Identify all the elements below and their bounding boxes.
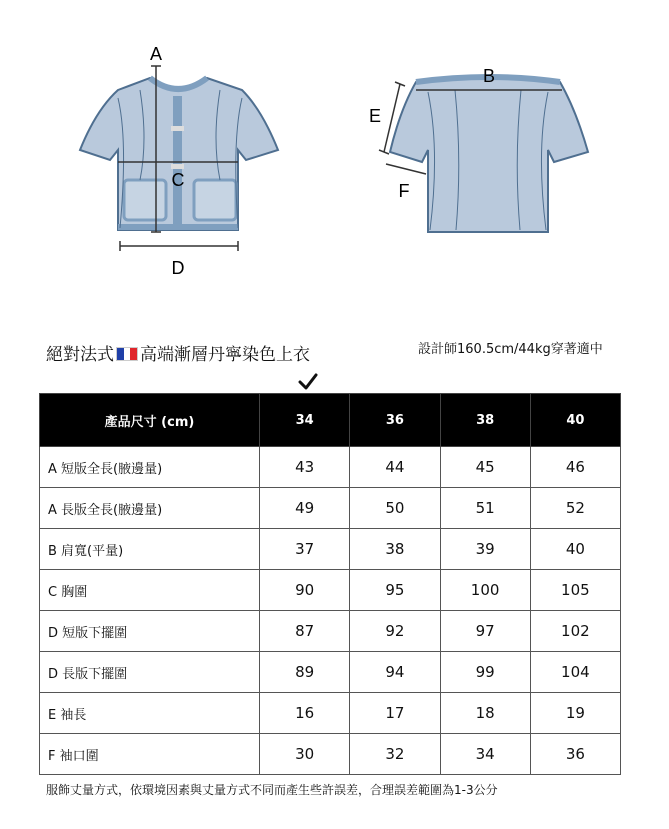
model-fit-note: 設計師160.5cm/44kg穿著適中	[418, 342, 603, 357]
row-label: D 短版下擺圍	[40, 611, 260, 652]
table-cell: 17	[350, 693, 440, 734]
size-chart-table	[39, 393, 621, 775]
table-cell: 34	[440, 734, 530, 775]
label-e: E	[368, 106, 382, 126]
measurement-footnote: 服飾丈量方式，依環境因素與丈量方式不同而產生些許誤差，合理誤差範圍為1-3公分	[46, 783, 498, 797]
table-cell: 19	[530, 693, 620, 734]
table-cell: 49	[260, 488, 350, 529]
product-title-prefix: 絕對法式	[46, 345, 114, 365]
table-cell: 100	[440, 570, 530, 611]
table-row	[40, 611, 621, 652]
header-cell: 34	[260, 394, 350, 447]
table-header-row	[40, 394, 621, 447]
table-cell: 36	[530, 734, 620, 775]
table-cell: 40	[530, 529, 620, 570]
header-cell: 40	[530, 394, 620, 447]
measure-line-f	[386, 164, 426, 174]
table-cell: 89	[260, 652, 350, 693]
table-row	[40, 529, 621, 570]
table-cell: 32	[350, 734, 440, 775]
table-cell: 94	[350, 652, 440, 693]
table-cell: 52	[530, 488, 620, 529]
table-cell: 90	[260, 570, 350, 611]
table-cell: 92	[350, 611, 440, 652]
table-cell: 87	[260, 611, 350, 652]
row-label: A 短版全長(腋邊量)	[40, 447, 260, 488]
measurement-diagram	[0, 0, 669, 300]
jacket-back-illustration	[390, 77, 588, 232]
table-row	[40, 652, 621, 693]
table-cell: 30	[260, 734, 350, 775]
product-title-suffix: 高端漸層丹寧染色上衣	[140, 345, 310, 365]
table-row	[40, 693, 621, 734]
table-cell: 16	[260, 693, 350, 734]
table-cell: 102	[530, 611, 620, 652]
label-b: B	[482, 66, 496, 86]
header-cell: 產品尺寸 (cm)	[40, 394, 260, 447]
table-cell: 45	[440, 447, 530, 488]
row-label: C 胸圍	[40, 570, 260, 611]
label-c: C	[171, 170, 185, 190]
row-label: A 長版全長(腋邊量)	[40, 488, 260, 529]
selected-size-checkmark-icon	[297, 372, 319, 392]
label-a: A	[149, 44, 163, 64]
table-row	[40, 447, 621, 488]
label-f: F	[398, 181, 410, 201]
row-label: F 袖口圍	[40, 734, 260, 775]
header-cell: 36	[350, 394, 440, 447]
france-flag-icon	[116, 347, 138, 361]
table-cell: 104	[530, 652, 620, 693]
table-cell: 50	[350, 488, 440, 529]
header-cell: 38	[440, 394, 530, 447]
table-row	[40, 488, 621, 529]
table-row	[40, 570, 621, 611]
table-cell: 43	[260, 447, 350, 488]
table-cell: 37	[260, 529, 350, 570]
row-label: B 肩寬(平量)	[40, 529, 260, 570]
table-cell: 38	[350, 529, 440, 570]
table-cell: 97	[440, 611, 530, 652]
table-row	[40, 734, 621, 775]
table-cell: 95	[350, 570, 440, 611]
table-cell: 105	[530, 570, 620, 611]
table-cell: 39	[440, 529, 530, 570]
table-cell: 44	[350, 447, 440, 488]
product-title	[46, 340, 310, 365]
row-label: E 袖長	[40, 693, 260, 734]
row-label: D 長版下擺圍	[40, 652, 260, 693]
table-cell: 51	[440, 488, 530, 529]
table-cell: 46	[530, 447, 620, 488]
table-cell: 99	[440, 652, 530, 693]
table-cell: 18	[440, 693, 530, 734]
label-d: D	[171, 258, 185, 278]
jacket-front-illustration	[80, 78, 278, 230]
